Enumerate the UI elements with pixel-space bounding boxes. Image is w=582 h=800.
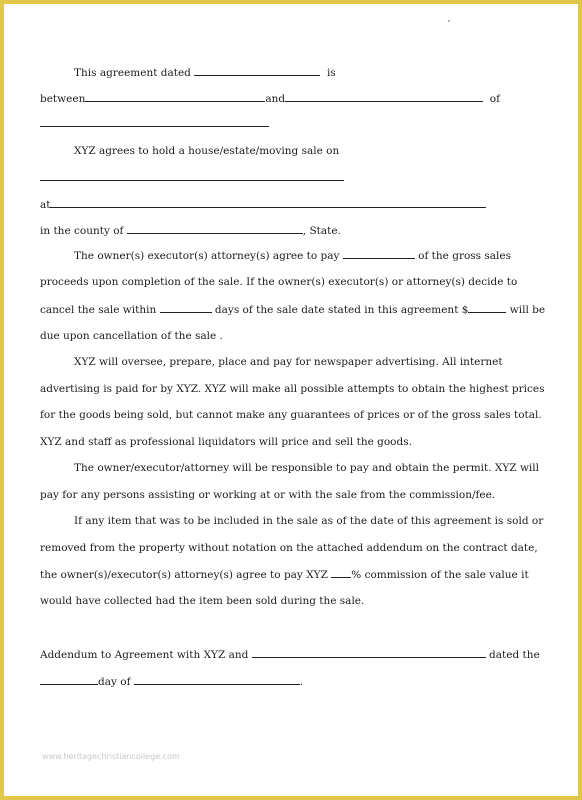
dated-the-label: dated the	[489, 649, 540, 661]
advertising-text-1: XYZ will oversee, prepare, place and pay for newspaper advertising. All internet	[74, 356, 503, 368]
cancel-days-field[interactable]	[160, 302, 212, 313]
permit-text-2: pay for any persons assisting or working at or with the sale from the commission/fee.	[40, 489, 496, 501]
item-commission-field[interactable]	[331, 567, 351, 578]
between-label: between	[40, 93, 86, 105]
item-removal-text-4: would have collected had the item been sold during the sale.	[40, 595, 365, 607]
gross-sales-text: of the gross sales	[418, 250, 512, 262]
and-label: and	[265, 93, 286, 105]
addendum-date-line	[40, 674, 303, 689]
agreement-date-line	[74, 65, 336, 80]
sale-date-stated-text: days of the sale date stated in this agreement $	[214, 304, 469, 316]
advertising-text-4: XYZ and staff as professional liquidators will price and sell the goods.	[40, 436, 412, 448]
agreement-date-field[interactable]	[194, 65, 320, 76]
commission-rate-field[interactable]	[343, 248, 415, 259]
proceeds-text: proceeds upon completion of the sale. If the owner(s) executor(s) or attorney(s) decide to	[40, 276, 518, 288]
permit-text-1: The owner/executor/attorney will be responsible to pay and obtain the permit. XYZ will	[74, 462, 540, 474]
addendum-day-field[interactable]	[40, 674, 98, 685]
cancel-fee-field[interactable]	[468, 302, 506, 313]
due-upon-text: due upon cancellation of the sale .	[40, 330, 223, 342]
speck	[448, 20, 450, 22]
commission-value-text: % commission of the sale value it	[351, 569, 529, 581]
will-be-text: will be	[509, 304, 546, 316]
parties-line	[40, 91, 500, 106]
address-field[interactable]	[40, 126, 269, 127]
sale-location-field[interactable]	[50, 197, 486, 208]
county-line	[40, 223, 341, 238]
addendum-month-field[interactable]	[134, 674, 300, 685]
is-label: is	[326, 67, 336, 79]
party-one-field[interactable]	[85, 91, 265, 102]
state-label: , State.	[302, 225, 341, 237]
item-commission-text: the owner(s)/executor(s) attorney(s) agree to pay XYZ	[40, 569, 328, 581]
of-label: of	[489, 93, 500, 105]
period-mark: .	[299, 676, 304, 688]
addendum-line	[40, 647, 540, 662]
commission-line	[74, 248, 511, 263]
cancellation-line	[40, 302, 545, 317]
item-removal-text-2: removed from the property without notation on the attached addendum on the contract date,	[40, 542, 538, 554]
cancel-within-text: cancel the sale within	[40, 304, 157, 316]
party-two-field[interactable]	[285, 91, 483, 102]
county-label: in the county of	[40, 225, 124, 237]
owners-agree-text: The owner(s) executor(s) attorney(s) agree to pay	[74, 250, 340, 262]
watermark-text: www.heritagechristiancollege.com	[42, 752, 180, 761]
item-removal-line-3	[40, 567, 529, 582]
sale-type-text: XYZ agrees to hold a house/estate/moving sale on	[74, 145, 340, 157]
item-removal-text-1: If any item that was to be included in the sale as of the date of this agreement is sold or	[74, 515, 544, 527]
county-field[interactable]	[127, 223, 303, 234]
at-label: at	[40, 199, 51, 211]
sale-date-field[interactable]	[40, 180, 344, 181]
day-of-label: day of	[98, 676, 131, 688]
advertising-text-2: advertising is paid for by XYZ. XYZ will make all possible attempts to obtain the highest prices	[40, 383, 545, 395]
advertising-text-3: for the goods being sold, but cannot make any guarantees of prices or of the gross sales total.	[40, 409, 542, 421]
addendum-party-field[interactable]	[252, 647, 486, 658]
agreement-date-label: This agreement dated	[74, 67, 191, 79]
location-line	[40, 197, 486, 212]
addendum-label: Addendum to Agreement with XYZ and	[40, 649, 249, 661]
